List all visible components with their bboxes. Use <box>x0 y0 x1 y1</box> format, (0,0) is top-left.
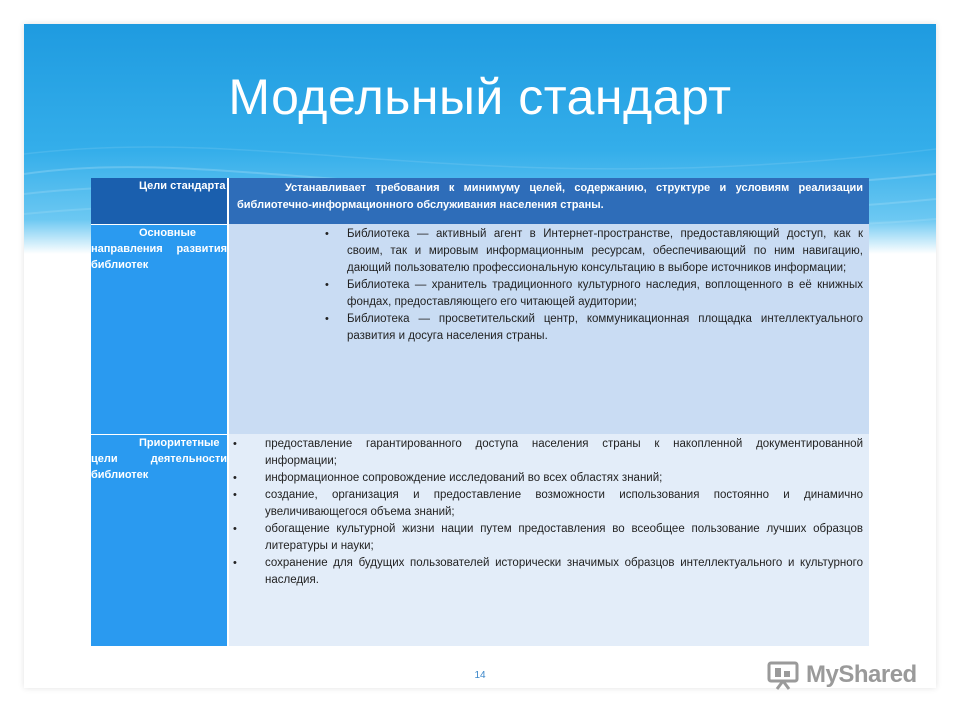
bullet-list <box>233 436 863 589</box>
row-value-text: Устанавливает требования к минимуму целей, содержанию, структуре и условиям реализации библиотечно-информационного обслуживания населения страны. <box>237 182 863 211</box>
standard-table <box>91 178 869 647</box>
brand-name: MyShared <box>806 661 917 688</box>
row-value <box>228 224 869 434</box>
table-row <box>91 224 869 434</box>
row-value <box>228 178 869 224</box>
presentation-icon <box>766 660 800 690</box>
bullet-icon: • <box>233 489 237 501</box>
row-value <box>228 434 869 646</box>
bullet-list <box>325 226 863 345</box>
list-item: • Библиотека — просветительский центр, коммуникационная площадка интеллектуального развития и досуга населения страны. <box>325 313 863 342</box>
list-item: • сохранение для будущих пользователей исторически значимых образцов интеллектуального и культурного наследия. <box>233 557 863 586</box>
bullet-icon: • <box>233 438 237 450</box>
table-row <box>91 434 869 646</box>
row-label <box>91 434 228 646</box>
bullet-icon: • <box>325 313 329 325</box>
slide-title: Модельный стандарт <box>228 69 732 125</box>
row-label-text: Основные направления развития библиотек <box>91 226 227 271</box>
list-item: • создание, организация и предоставление возможности использования постоянно и динамично увеличивающегося объема знаний; <box>233 489 863 518</box>
bullet-icon: • <box>325 228 329 240</box>
row-label <box>91 178 228 224</box>
table-row <box>91 178 869 224</box>
list-item: • обогащение культурной жизни нации путем предоставления во всеобщее пользование лучших образцов литературы и науки; <box>233 523 863 552</box>
row-label-text: Цели стандарта <box>139 180 226 192</box>
list-item: • Библиотека — хранитель традиционного культурного наследия, воплощенного в её книжных фондах, предоставляющего его читающей аудитории; <box>325 279 863 308</box>
list-item: • Библиотека — активный агент в Интернет-пространстве, предоставляющий доступ, как к своим, так и мировым информационным ресурсам, обеспечивающий по ним навигацию, дающий пользователю профессиональную консультацию в выборе источников информации; <box>325 228 863 274</box>
brand-logo[interactable] <box>766 658 917 692</box>
bullet-icon: • <box>233 523 237 535</box>
list-item: • предоставление гарантированного доступа населения страны к накопленной документированной информации; <box>233 438 863 467</box>
row-label-text: Приоритетные цели деятельности библиотек <box>91 436 227 481</box>
bullet-icon: • <box>233 472 237 484</box>
bullet-icon: • <box>233 557 237 569</box>
row-label <box>91 224 228 434</box>
page-number: 14 <box>474 670 486 681</box>
list-item: • информационное сопровождение исследований во всех областях знаний; <box>265 470 863 487</box>
bullet-icon: • <box>325 279 329 291</box>
